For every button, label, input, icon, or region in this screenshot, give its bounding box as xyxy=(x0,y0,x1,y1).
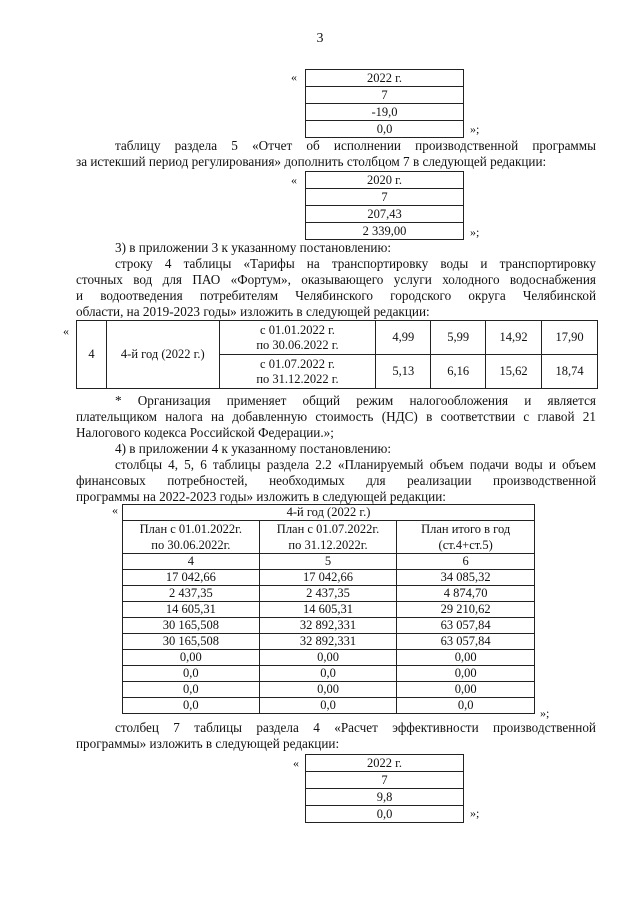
paragraph-line: области, на 2019-2023 годы» изложить в следующей редакции: xyxy=(76,304,430,319)
table-cell: 2 437,35 xyxy=(259,586,397,602)
table-b-year: 2020 г. xyxy=(306,172,464,189)
column-number: 4 xyxy=(123,554,260,570)
tariff-value: 15,62 xyxy=(486,355,542,389)
paragraph-line: строку 4 таблицы «Тарифы на транспортировку воды и транспортировку xyxy=(115,256,596,271)
close-quote: »; xyxy=(540,706,550,720)
table-a-value: -19,0 xyxy=(306,104,464,121)
table-a-value: 0,0 xyxy=(306,121,464,138)
header-line: План с 01.07.2022г. xyxy=(276,522,380,536)
table-c xyxy=(305,754,464,823)
page-number: 3 xyxy=(316,31,324,46)
header-line: по 31.12.2022г. xyxy=(288,538,368,552)
tariff-value: 5,13 xyxy=(376,355,431,389)
open-quote: « xyxy=(291,173,297,187)
paragraph-line: 3) в приложении 3 к указанному постановлению: xyxy=(115,240,392,255)
header-line: по 30.06.2022г. xyxy=(151,538,231,552)
table-cell: 32 892,331 xyxy=(259,618,397,634)
table-cell: 32 892,331 xyxy=(259,634,397,650)
open-quote: « xyxy=(293,756,299,770)
table-row xyxy=(123,666,535,682)
column-number: 5 xyxy=(259,554,397,570)
close-quote: »; xyxy=(470,225,480,239)
tariff-value: 17,90 xyxy=(542,321,598,355)
table-cell: 14 605,31 xyxy=(123,602,260,618)
close-quote: »; xyxy=(470,806,480,820)
table-cell: 0,0 xyxy=(123,698,260,714)
volume-year-header: 4-й год (2022 г.) xyxy=(123,505,535,521)
table-c-value: 0,0 xyxy=(306,806,464,823)
table-cell: 0,00 xyxy=(397,650,535,666)
table-a-year: 2022 г. xyxy=(306,70,464,87)
footnote-line: * Организация применяет общий режим налогообложения и является xyxy=(115,393,596,408)
paragraph-line: таблицу раздела 5 «Отчет об исполнении производственной программы xyxy=(115,138,596,153)
table-cell: 63 057,84 xyxy=(397,618,535,634)
header-line: План с 01.01.2022г. xyxy=(139,522,243,536)
paragraph-line: программы» изложить в следующей редакции: xyxy=(76,736,340,751)
table-cell: 14 605,31 xyxy=(259,602,397,618)
table-cell: 30 165,508 xyxy=(123,634,260,650)
table-row xyxy=(123,602,535,618)
table-cell: 0,0 xyxy=(123,666,260,682)
table-cell: 0,0 xyxy=(123,682,260,698)
paragraph-line: сточных вод для ПАО «Фортум», оказывающего услуги холодного водоснабжения xyxy=(76,272,596,287)
column-number: 6 xyxy=(397,554,535,570)
table-cell: 0,0 xyxy=(259,698,397,714)
table-c-col: 7 xyxy=(306,772,464,789)
footnote-line: Налогового кодекса Российской Федерации.»; xyxy=(76,425,334,440)
volume-table xyxy=(122,504,535,714)
table-a xyxy=(305,69,464,138)
tariff-year-label: 4-й год (2022 г.) xyxy=(106,321,219,389)
tariff-period-2 xyxy=(219,355,376,389)
table-b-col: 7 xyxy=(306,189,464,206)
header-line: План итого в год xyxy=(421,522,511,536)
paragraph-line: и водоотведения потребителям Челябинского городского округа Челябинской xyxy=(76,288,596,303)
table-row xyxy=(123,634,535,650)
tariff-value: 6,16 xyxy=(431,355,486,389)
table-row xyxy=(123,682,535,698)
table-cell: 0,00 xyxy=(259,682,397,698)
table-a-col: 7 xyxy=(306,87,464,104)
paragraph-line: программы на 2022-2023 годы» изложить в следующей редакции: xyxy=(76,489,446,504)
tariff-value: 14,92 xyxy=(486,321,542,355)
table-cell: 0,00 xyxy=(259,650,397,666)
tariff-table xyxy=(76,320,598,389)
table-cell: 0,00 xyxy=(397,666,535,682)
table-cell: 30 165,508 xyxy=(123,618,260,634)
tariff-value: 4,99 xyxy=(376,321,431,355)
period-end: по 31.12.2022 г. xyxy=(256,371,339,386)
table-c-value: 9,8 xyxy=(306,789,464,806)
table-b xyxy=(305,171,464,240)
table-row xyxy=(123,586,535,602)
table-cell: 4 874,70 xyxy=(397,586,535,602)
paragraph-line: столбцы 4, 5, 6 таблицы раздела 2.2 «Планируемый объем подачи воды и объем xyxy=(115,457,596,472)
open-quote: « xyxy=(63,324,69,338)
table-cell: 17 042,66 xyxy=(123,570,260,586)
open-quote: « xyxy=(112,503,118,517)
close-quote: »; xyxy=(470,122,480,136)
table-cell: 2 437,35 xyxy=(123,586,260,602)
tariff-value: 5,99 xyxy=(431,321,486,355)
table-c-year: 2022 г. xyxy=(306,755,464,772)
paragraph-line: финансовых потребностей, необходимых для реализации производственной xyxy=(76,473,596,488)
table-row xyxy=(123,570,535,586)
open-quote: « xyxy=(291,70,297,84)
period-end: по 30.06.2022 г. xyxy=(256,337,339,352)
table-cell: 0,0 xyxy=(259,666,397,682)
table-cell: 63 057,84 xyxy=(397,634,535,650)
table-b-value: 2 339,00 xyxy=(306,223,464,240)
table-cell: 0,00 xyxy=(123,650,260,666)
table-cell: 17 042,66 xyxy=(259,570,397,586)
table-cell: 29 210,62 xyxy=(397,602,535,618)
table-row xyxy=(123,618,535,634)
period-start: с 01.01.2022 г. xyxy=(260,322,335,337)
column-header xyxy=(397,521,535,554)
paragraph-line: 4) в приложении 4 к указанному постановлению: xyxy=(115,441,392,456)
tariff-row-number: 4 xyxy=(77,321,107,389)
table-cell: 0,0 xyxy=(397,698,535,714)
paragraph-line: столбец 7 таблицы раздела 4 «Расчет эффективности производственной xyxy=(115,720,596,735)
column-header xyxy=(123,521,260,554)
table-b-value: 207,43 xyxy=(306,206,464,223)
table-cell: 34 085,32 xyxy=(397,570,535,586)
table-row xyxy=(123,650,535,666)
table-cell: 0,00 xyxy=(397,682,535,698)
tariff-period-1 xyxy=(219,321,376,355)
table-row xyxy=(123,698,535,714)
paragraph-line: за истекший период регулирования» дополнить столбцом 7 в следующей редакции: xyxy=(76,154,547,169)
tariff-value: 18,74 xyxy=(542,355,598,389)
header-line: (ст.4+ст.5) xyxy=(438,538,493,552)
footnote-line: плательщиком налога на добавленную стоимость (НДС) в соответствии с главой 21 xyxy=(76,409,596,424)
period-start: с 01.07.2022 г. xyxy=(260,356,335,371)
column-header xyxy=(259,521,397,554)
